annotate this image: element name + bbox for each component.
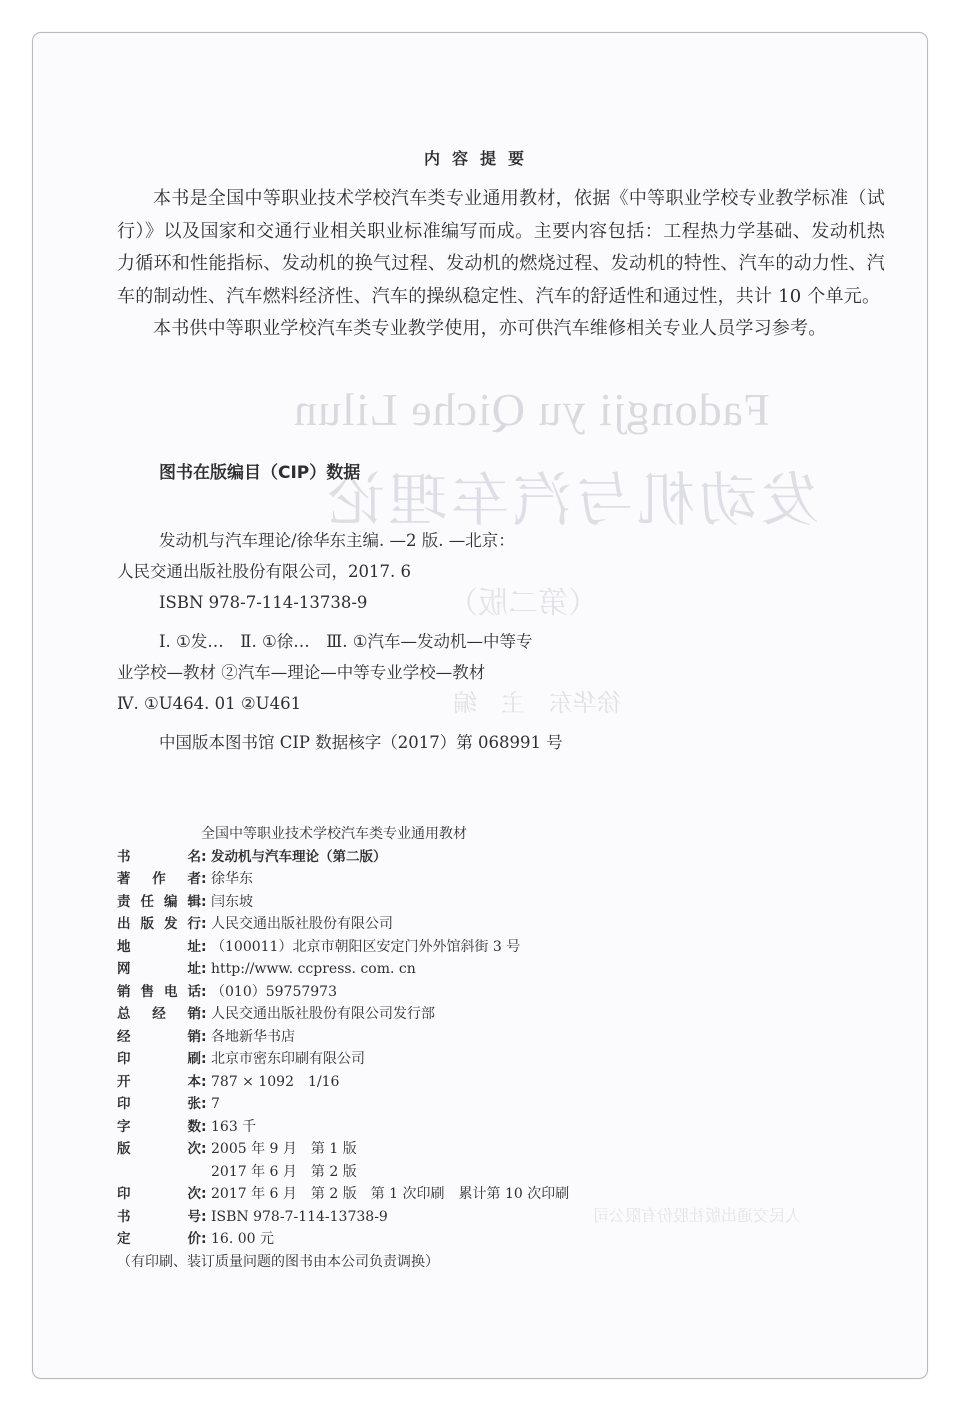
cip-line-title: 发动机与汽车理论/徐华东主编. —2 版. —北京： xyxy=(159,531,515,550)
cip-line-isbn: ISBN 978-7-114-13738-9 xyxy=(159,593,368,612)
publisher-value: 人民交通出版社股份有限公司 xyxy=(211,916,393,932)
series-name: 全国中等职业技术学校汽车类专业通用教材 xyxy=(201,826,467,842)
colophon-row-author: 著 作 者 : 徐华东 xyxy=(117,868,569,891)
quality-note: （有印刷、装订质量问题的图书由本公司负责调换） xyxy=(117,1253,439,1270)
sheets-value: 7 xyxy=(211,1096,220,1112)
colophon-row-edition: 版 次 : 2005 年 9 月 第 1 版 xyxy=(117,1138,569,1161)
colophon-row-isbn: 书 号 : ISBN 978-7-114-13738-9 xyxy=(117,1206,569,1229)
bleed-through-publisher-logo: 人民交通出版社股份有限公司 xyxy=(593,1206,802,1225)
cip-heading: 图书在版编目（CIP）数据 xyxy=(159,463,361,483)
isbn-value: ISBN 978-7-114-13738-9 xyxy=(211,1208,388,1225)
printer-value: 北京市密东印刷有限公司 xyxy=(211,1051,365,1067)
price-value: 16. 00 元 xyxy=(211,1231,274,1247)
colophon-row-price: 定 价 : 16. 00 元 xyxy=(117,1228,569,1251)
bleed-through-edition: （第二版） xyxy=(448,586,598,621)
colophon-row-printer: 印 刷 : 北京市密东印刷有限公司 xyxy=(117,1048,569,1071)
word-count-value: 163 千 xyxy=(211,1118,257,1135)
summary-paragraph: 本书是全国中等职业技术学校汽车类专业通用教材，依据《中等职业学校专业教学标准（试行）》以及国家和交通行业相关职业标准编写而成。主要内容包括：工程热力学基础、发动机热力循环和性能指标、发动机的换气过程、发动机的燃烧过程、发动机的特性、汽车的动力性、汽车的制动性、汽车燃料经济性、汽车的操纵稳定性、汽车的舒适性和通过性，共计 10 个单元。 xyxy=(117,188,885,307)
cip-line-classification: Ⅰ. ①发… Ⅱ. ①徐… Ⅲ. ①汽车—发动机—中等专 xyxy=(159,632,533,651)
bleed-through-pinyin-title: Fadongji yu Qiche Lilun xyxy=(293,384,770,435)
colophon-row-publisher: 出 版 发 行 : 人民交通出版社股份有限公司 xyxy=(117,913,569,936)
colophon-row-printing: 印 次 : 2017 年 6 月 第 2 版 第 1 次印刷 累计第 10 次印刷 xyxy=(117,1183,569,1206)
colophon-row-title: 书 名 : 发动机与汽车理论（第二版） xyxy=(117,846,569,869)
colophon-row-format: 开 本 : 787 × 1092 1/16 xyxy=(117,1071,569,1094)
colophon xyxy=(117,823,569,1273)
address-value: （100011）北京市朝阳区安定门外外馆斜街 3 号 xyxy=(211,938,521,955)
colophon-row-website: 网 址 : http://www. ccpress. com. cn xyxy=(117,958,569,981)
edition-value: 2005 年 9 月 第 1 版 xyxy=(211,1141,357,1157)
author-value: 徐华东 xyxy=(211,871,253,887)
cip-block xyxy=(117,525,677,758)
colophon-row-edition-cont xyxy=(117,1161,569,1184)
colophon-row-address: 地 址 : （100011）北京市朝阳区安定门外外馆斜街 3 号 xyxy=(117,936,569,959)
colophon-row-distributor: 经 销 : 各地新华书店 xyxy=(117,1026,569,1049)
cip-line-publisher: 人民交通出版社股份有限公司，2017. 6 xyxy=(117,562,411,581)
editor-value: 闫东坡 xyxy=(211,893,253,910)
colophon-row-editor: 责 任 编 辑 : 闫东坡 xyxy=(117,891,569,914)
colophon-row-sheets: 印 张 : 7 xyxy=(117,1093,569,1116)
cip-line-classification-cont: 业学校—教材 ②汽车—理论—中等专业学校—教材 xyxy=(117,663,486,682)
printing-value: 2017 年 6 月 第 2 版 第 1 次印刷 累计第 10 次印刷 xyxy=(211,1186,570,1202)
website-value: http://www. ccpress. com. cn xyxy=(211,961,416,977)
colophon-row-word-count: 字 数 : 163 千 xyxy=(117,1116,569,1139)
summary-title: 内容提要 xyxy=(423,149,536,168)
general-distributor-value: 人民交通出版社股份有限公司发行部 xyxy=(211,1006,435,1022)
edition-value-2: 2017 年 6 月 第 2 版 xyxy=(211,1163,357,1180)
distributor-value: 各地新华书店 xyxy=(211,1028,295,1045)
bleed-through-editor: 徐华东 主 编 xyxy=(453,689,621,717)
summary-paragraph: 本书供中等职业学校汽车类专业教学使用，亦可供汽车维修相关专业人员学习参考。 xyxy=(153,318,827,339)
cip-line-clc: Ⅳ. ①U464. 01 ②U461 xyxy=(117,694,302,713)
format-value: 787 × 1092 1/16 xyxy=(211,1073,340,1090)
cip-line-record-number: 中国版本图书馆 CIP 数据核字（2017）第 068991 号 xyxy=(159,733,563,752)
colophon-row-phone: 销 售 电 话 : （010）59757973 xyxy=(117,981,569,1004)
summary-body xyxy=(117,183,885,346)
colophon-row-general-distributor: 总 经 销 : 人民交通出版社股份有限公司发行部 xyxy=(117,1003,569,1026)
book-copyright-page xyxy=(32,32,928,1379)
bleed-through-title: 发动机与汽车理论 xyxy=(323,466,820,534)
phone-value: （010）59757973 xyxy=(211,983,337,1000)
book-title-value: 发动机与汽车理论（第二版） xyxy=(211,848,387,865)
